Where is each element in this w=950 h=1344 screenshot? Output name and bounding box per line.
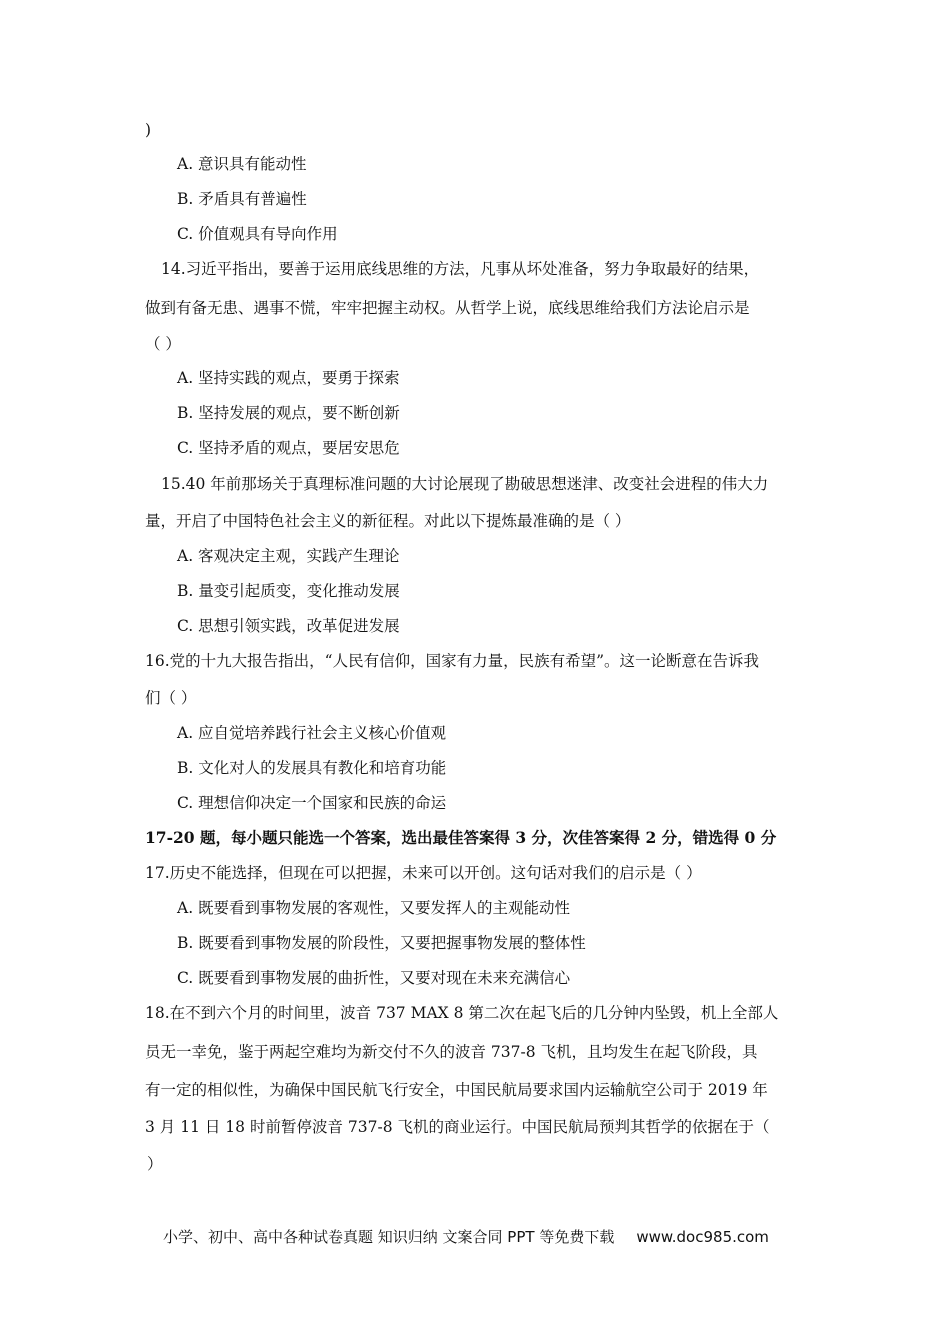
q15-stem-line1: 15.40 年前那场关于真理标准问题的大讨论展现了勘破思想迷津、改变社会进程的伟大力: [161, 475, 769, 493]
q17-option-a: A. 既要看到事物发展的客观性，又要发挥人的主观能动性: [177, 899, 571, 917]
q14-stem-line2: 做到有备无患、遇事不慌，牢牢把握主动权。从哲学上说，底线思维给我们方法论启示是: [145, 299, 750, 317]
q14-option-b: B. 坚持发展的观点，要不断创新: [177, 404, 400, 422]
q15-stem-line2: 量，开启了中国特色社会主义的新征程。对此以下提炼最准确的是（ ）: [145, 512, 631, 530]
q14-stem-line3: （ ）: [145, 335, 181, 353]
section-header: 17-20 题，每小题只能选一个答案，选出最佳答案得 3 分，次佳答案得 2 分，错选得 0 分: [145, 828, 777, 847]
footer-text: 小学、初中、高中各种试卷真题 知识归纳 文案合同 PPT 等免费下载: [163, 1228, 615, 1246]
q16-option-b: B. 文化对人的发展具有教化和培育功能: [177, 759, 447, 777]
q14-stem-line1: 14.习近平指出，要善于运用底线思维的方法，凡事从坏处准备，努力争取最好的结果，: [161, 260, 760, 278]
q16-option-a: A. 应自觉培养践行社会主义核心价值观: [177, 724, 447, 742]
q13-option-a: A. 意识具有能动性: [177, 155, 307, 173]
footer-url[interactable]: www.doc985.com: [636, 1228, 769, 1246]
q16-stem-line1: 16.党的十九大报告指出，“人民有信仰，国家有力量，民族有希望”。这一论断意在告诉我: [145, 652, 760, 670]
q18-stem-line5: ）: [147, 1155, 163, 1173]
q15-option-a: A. 客观决定主观，实践产生理论: [177, 547, 400, 565]
q13-option-b: B. 矛盾具有普遍性: [177, 190, 307, 208]
q18-stem-line4: 3 月 11 日 18 时前暂停波音 737-8 飞机的商业运行。中国民航局预判其哲学的依据在于（: [145, 1118, 770, 1136]
footer: [163, 1226, 769, 1247]
q18-stem-line3: 有一定的相似性，为确保中国民航飞行安全，中国民航局要求国内运输航空公司于 2019 年: [145, 1081, 768, 1099]
q15-option-b: B. 量变引起质变，变化推动发展: [177, 582, 400, 600]
q14-option-a: A. 坚持实践的观点，要勇于探索: [177, 369, 400, 387]
q13-option-c: C. 价值观具有导向作用: [177, 225, 338, 243]
q13-tail: ): [145, 121, 152, 139]
q16-option-c: C. 理想信仰决定一个国家和民族的命运: [177, 794, 447, 812]
q18-stem-line1: 18.在不到六个月的时间里，波音 737 MAX 8 第二次在起飞后的几分钟内坠毁，机上全部人: [145, 1004, 779, 1022]
q17-option-c: C. 既要看到事物发展的曲折性，又要对现在未来充满信心: [177, 969, 571, 987]
q17-option-b: B. 既要看到事物发展的阶段性，又要把握事物发展的整体性: [177, 934, 586, 952]
q16-stem-line2: 们（ ）: [145, 689, 197, 707]
q15-option-c: C. 思想引领实践，改革促进发展: [177, 617, 400, 635]
q17-stem-line1: 17.历史不能选择，但现在可以把握，未来可以开创。这句话对我们的启示是（ ）: [145, 864, 702, 882]
q14-option-c: C. 坚持矛盾的观点，要居安思危: [177, 439, 400, 457]
q18-stem-line2: 员无一幸免，鉴于两起空难均为新交付不久的波音 737-8 飞机，且均发生在起飞阶段，具: [145, 1043, 758, 1061]
